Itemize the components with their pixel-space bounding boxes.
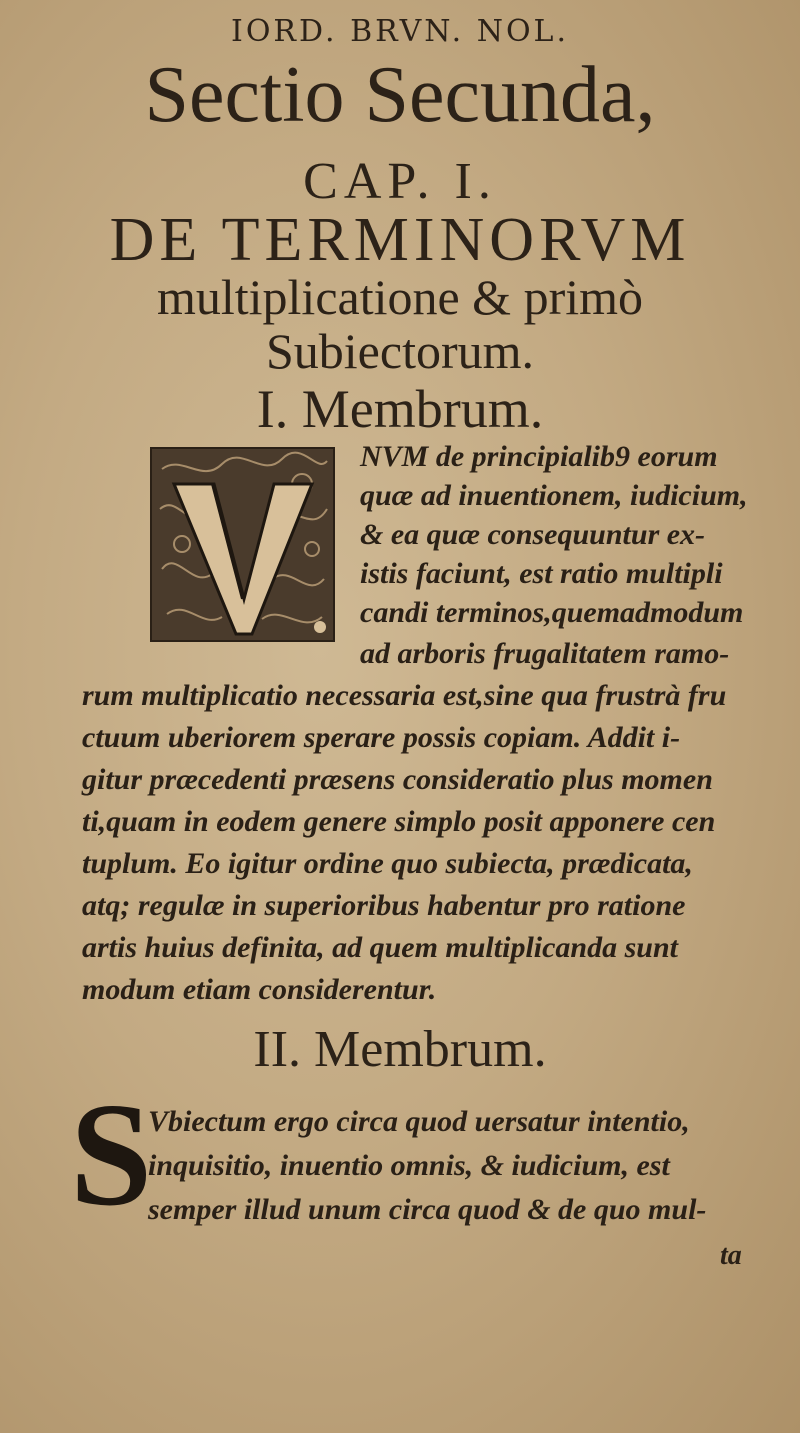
text-line: & ea quæ consequuntur ex- [360,518,706,551]
text-line: semper illud unum circa quod & de quo mul- [148,1193,707,1226]
section-title: Sectio Secunda, [144,51,656,139]
text-line: rum multiplicatio necessaria est,sine qua frustrà fru [82,679,727,712]
text-line: ad arboris frugalitatem ramo- [360,637,730,670]
chapter-number: CAP. I. [303,153,497,210]
text-line: istis faciunt, est ratio multipli [360,557,723,590]
text-line: modum etiam considerentur. [82,973,437,1006]
membrum-1-heading: I. Membrum. [256,379,544,439]
text-line: quæ ad inuentionem, iudicium, [360,479,748,512]
text-line: tuplum. Eo igitur ordine quo subiecta, prædicata, [82,847,693,880]
text-line: NVM de principialib9 eorum [360,440,718,473]
text-line: gitur præcedenti præsens consideratio plus momen [82,763,713,796]
text-line: candi terminos,quemadmodum [360,596,744,629]
chapter-title-line-2: multiplicatione & primò [156,269,644,325]
drop-cap-s: S [70,1073,153,1237]
membrum-2-heading: II. Membrum. [253,1021,547,1078]
text-line: inquisitio, inuentio omnis, & iudicium, est [148,1149,670,1182]
text-line: atq; regulæ in superioribus habentur pro ratione [82,889,686,922]
running-head: IORD. BRVN. NOL. [230,14,570,49]
catchword: ta [720,1240,742,1271]
text-line: ctuum uberiorem sperare possis copiam. Addit i- [82,721,681,754]
decorated-initial-v [150,447,335,642]
chapter-title-line-1: DE TERMINORVM [109,206,691,274]
text-line: artis huius definita, ad quem multiplicanda sunt [82,931,678,964]
chapter-title-line-3: Subiectorum. [265,323,535,379]
text-line: ti,quam in eodem genere simplo posit apponere cen [82,805,716,838]
text-line: Vbiectum ergo circa quod uersatur intentio, [148,1105,690,1138]
